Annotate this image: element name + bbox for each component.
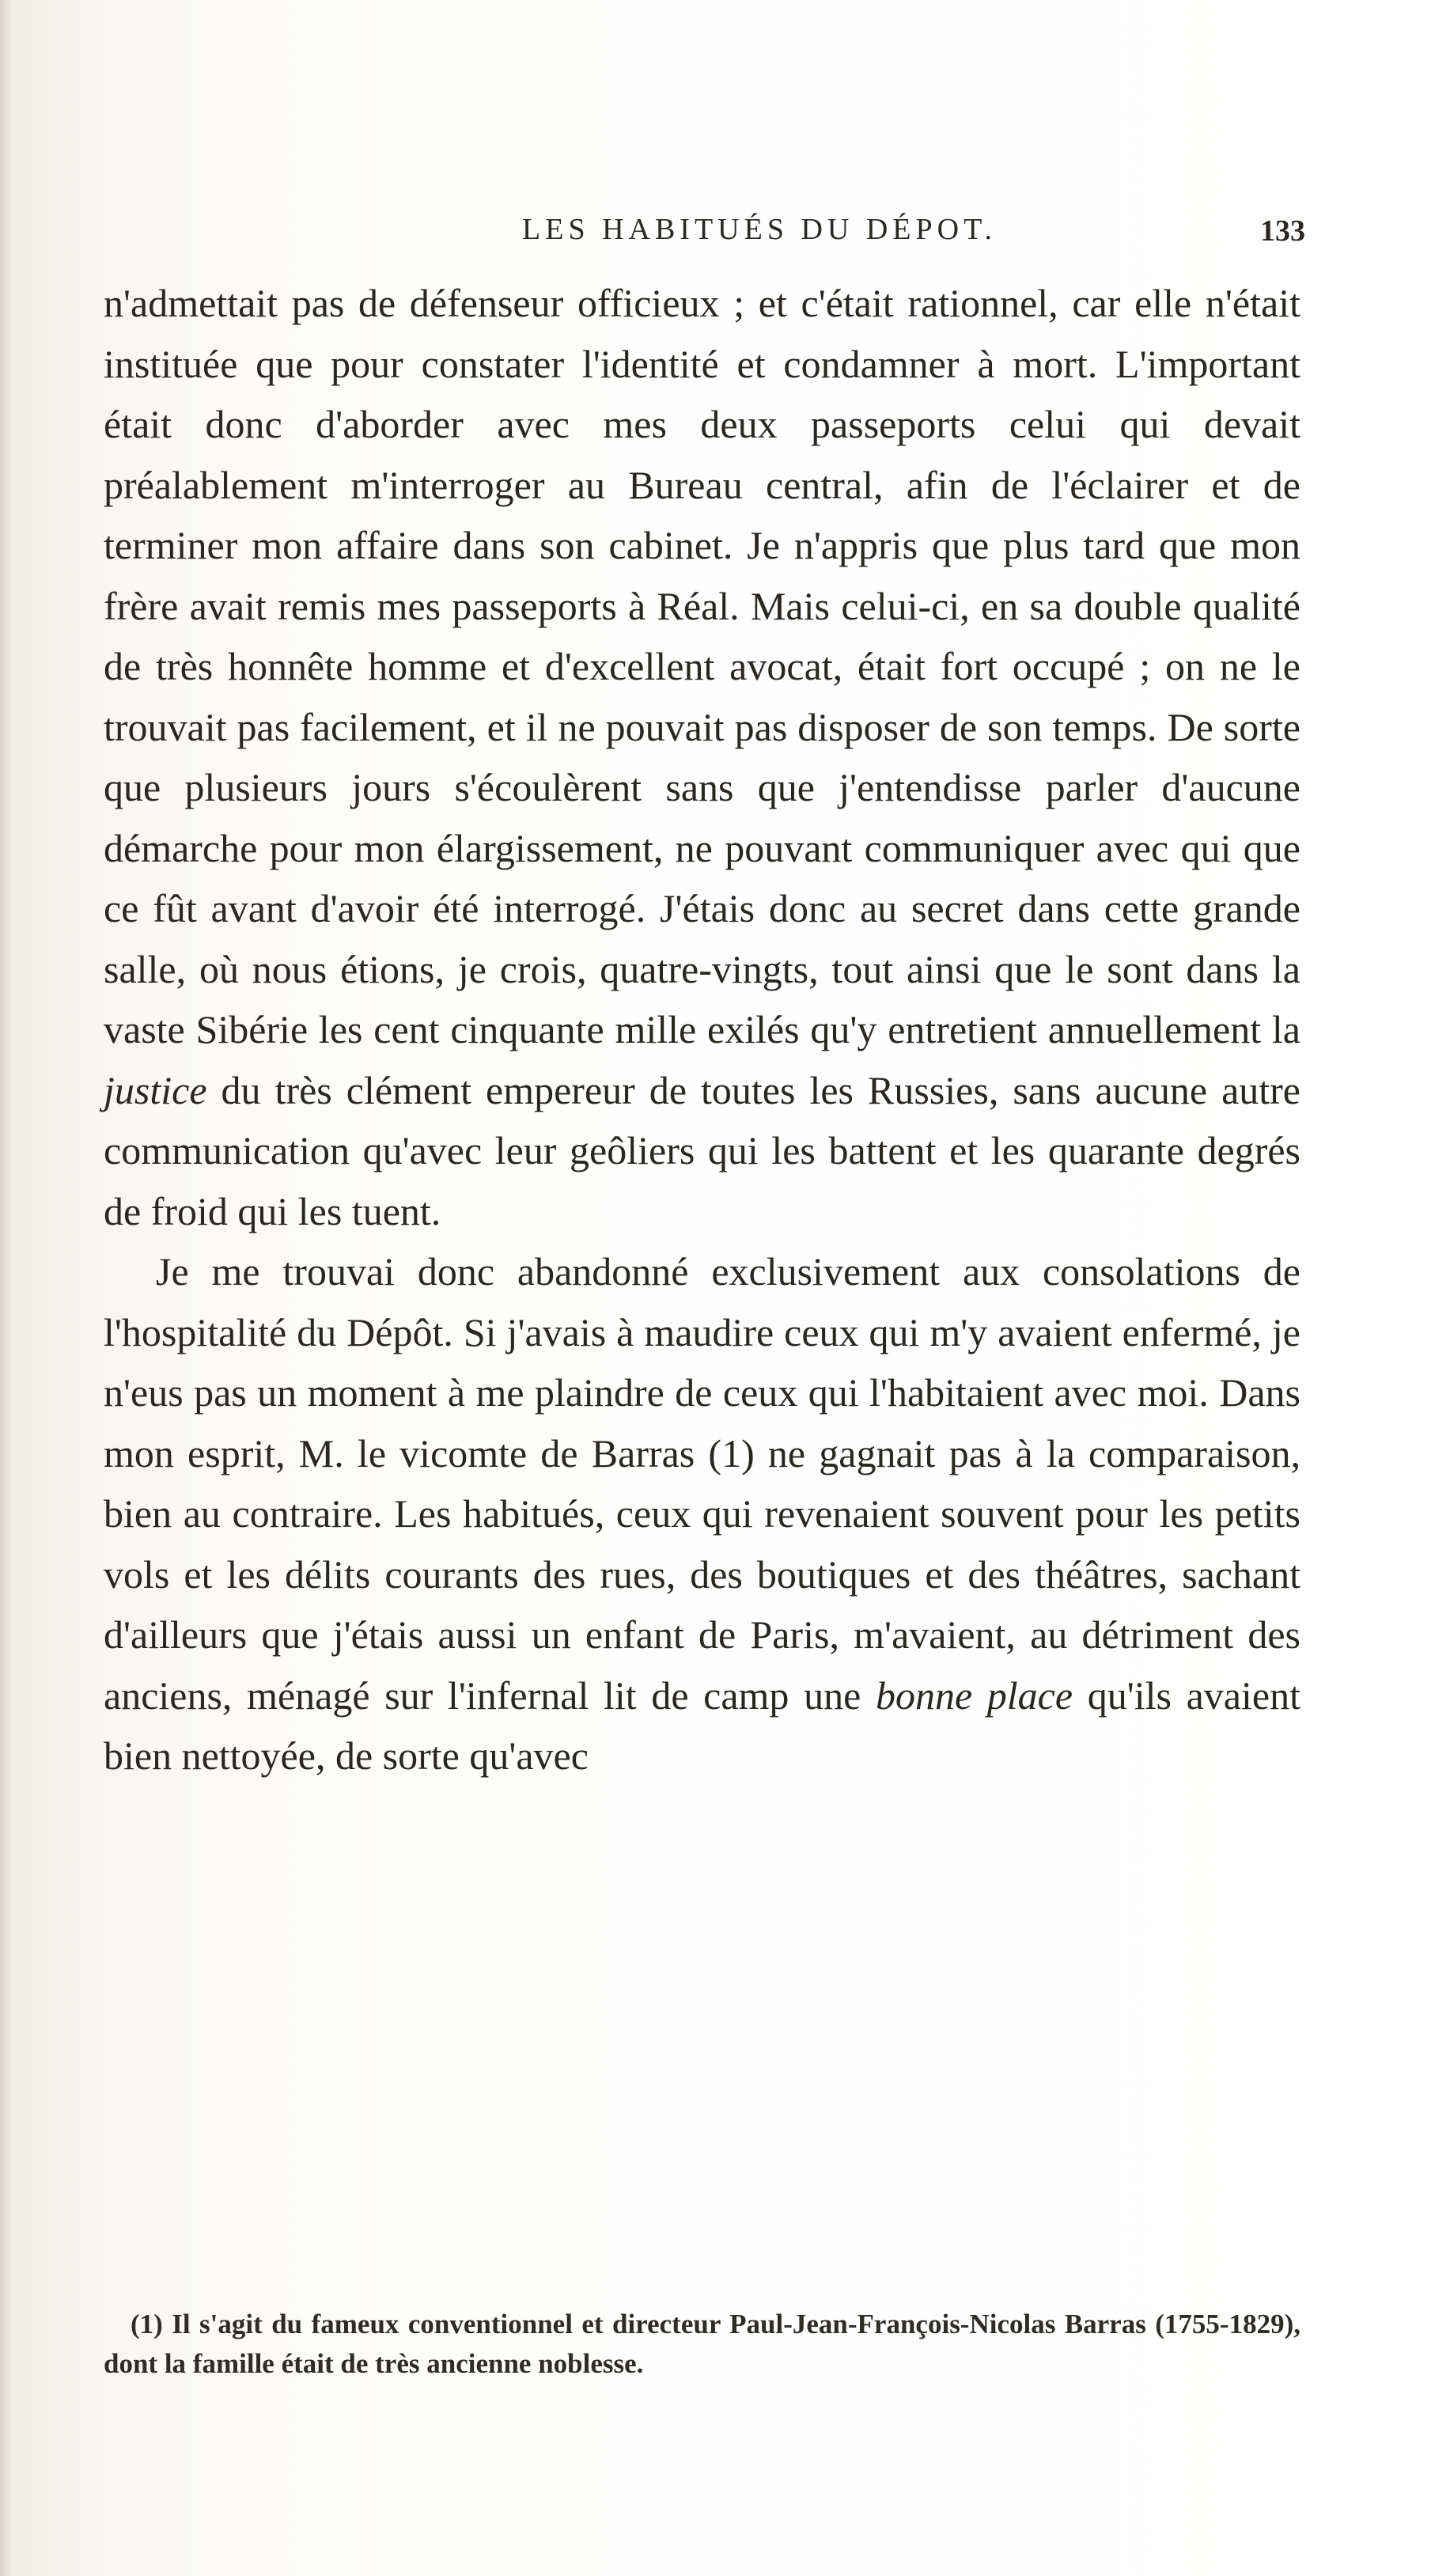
body-text xyxy=(104,273,1300,1786)
paragraph-1-text-a: n'admettait pas de défenseur officieux ; et c'était rationnel, car elle n'était instituée que pour constater l'identité et condamner à mort. L'important était donc d'aborder avec mes deux passeports celui qui devait préalablement m'interroger au Bureau central, afin de l'éclairer et de terminer mon affaire dans son cabinet. Je n'appris que plus tard que mon frère avait remis mes passeports à Réal. Mais celui-ci, en sa double qualité de très honnête homme et d'excellent avocat, était fort occupé ; on ne le trouvait pas facilement, et il ne pouvait pas disposer de son temps. De sorte que plusieurs jours s'écoulèrent sans que j'entendisse parler d'aucune démarche pour mon élargissement, ne pouvant communiquer avec qui que ce fût avant d'avoir été interrogé. J'étais donc au secret dans cette grande salle, où nous étions, je crois, quatre-vingts, tout ainsi que le sont dans la vaste Sibérie les cent cinquante mille exilés qu'y entretient annuellement la xyxy=(104,281,1300,1051)
paragraph-1-text-b: du très clément empereur de toutes les Russies, sans aucune autre communication qu'avec leur geôliers qui les battent et les quarante degrés de froid qui les tuent. xyxy=(104,1067,1300,1233)
running-title: LES HABITUÉS DU DÉPOT. xyxy=(522,213,997,246)
paragraph-2 xyxy=(104,1241,1300,1786)
paragraph-2-italic: bonne place xyxy=(875,1673,1073,1718)
page-number: 133 xyxy=(1260,214,1305,248)
running-head xyxy=(214,212,1305,252)
paragraph-2-text-b: qu'ils avaient bien nettoyée, de sorte qu'avec xyxy=(104,1673,1300,1778)
paragraph-1-italic: justice xyxy=(104,1067,207,1112)
paragraph-1 xyxy=(104,273,1300,1241)
paragraph-2-text-a: Je me trouvai donc abandonné exclusivement aux consolations de l'hospitalité du Dépôt. Si j'avais à maudire ceux qui m'y avaient enfermé, je n'eus pas un moment à me plaindre de ceux qui l'habitaient avec moi. Dans mon esprit, M. le vicomte de Barras (1) ne gagnait pas à la comparaison, bien au contraire. Les habitués, ceux qui revenaient souvent pour les petits vols et les délits courants des rues, des boutiques et des théâtres, sachant d'ailleurs que j'étais aussi un enfant de Paris, m'avaient, au détriment des anciens, ménagé sur l'infernal lit de camp une xyxy=(104,1249,1300,1718)
footnote: (1) Il s'agit du fameux conventionnel et directeur Paul-Jean-François-Nicolas Barras (1755-1829), dont la famille était de très ancienne noblesse. xyxy=(104,2309,1300,2379)
page-edge-shadow xyxy=(0,0,14,2576)
